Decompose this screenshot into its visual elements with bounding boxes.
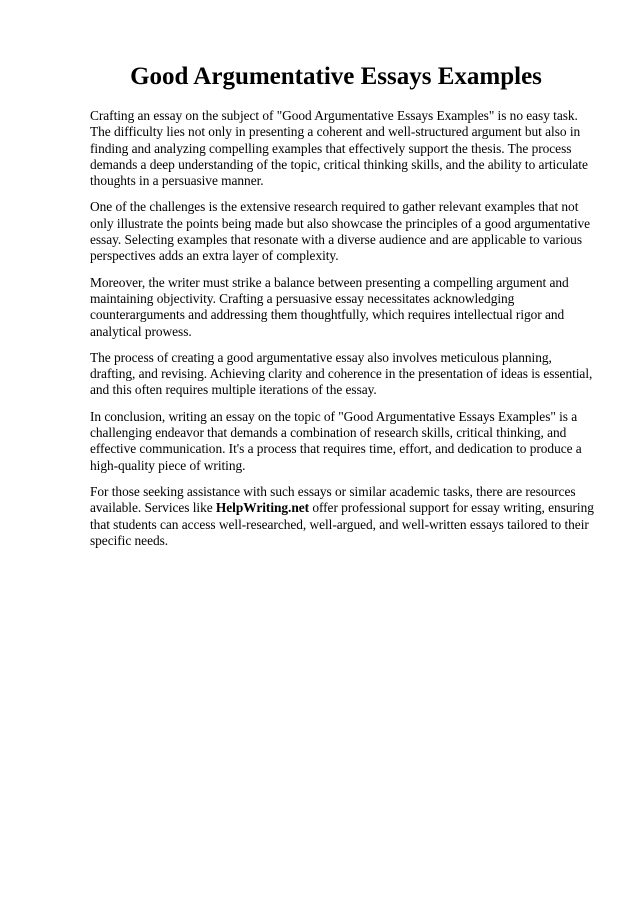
paragraph-balance: Moreover, the writer must strike a balance between presenting a compelling argument and maintaining objectivity. Crafting a persuasive essay necessitates acknowledging counterarguments and addressing them thoughtfully, which requires intellectual rigor and analytical prowess. — [90, 274, 569, 339]
assistance-text-after: offer professional support for essay writing, ensuring that students can access well-researched, well-argued, and well-written essays tailored to their specific needs. — [90, 500, 594, 548]
helpwriting-brand: HelpWriting.net — [215, 500, 310, 516]
paragraph-assistance — [90, 484, 594, 549]
paragraph-process: The process of creating a good argumentative essay also involves meticulous planning, drafting, and revising. Achieving clarity and coherence in the presentation of ideas is essential, and this often requires multiple iterations of the essay. — [90, 349, 593, 398]
paragraph-conclusion: In conclusion, writing an essay on the topic of "Good Argumentative Essays Examples" is a challenging endeavor that demands a combination of research skills, critical thinking, and effective communication. It's a process that requires time, effort, and dedication to produce a high-quality piece of writing. — [90, 408, 582, 473]
page-title: Good Argumentative Essays Examples — [130, 63, 542, 90]
paragraph-intro: Crafting an essay on the subject of "Good Argumentative Essays Examples" is no easy task. The difficulty lies not only in presenting a coherent and well-structured argument but also in finding and analyzing compelling examples that effectively support the thesis. The process demands a deep understanding of the topic, critical thinking skills, and the ability to articulate thoughts in a persuasive manner. — [90, 108, 588, 189]
paragraph-research: One of the challenges is the extensive research required to gather relevant examples that not only illustrate the points being made but also showcase the principles of a good argumentative essay. Selecting examples that resonate with a diverse audience and are applicable to various perspectives adds an extra layer of complexity. — [90, 199, 591, 264]
assistance-text-before: For those seeking assistance with such essays or similar academic tasks, there are resources available. Services like — [90, 483, 576, 516]
